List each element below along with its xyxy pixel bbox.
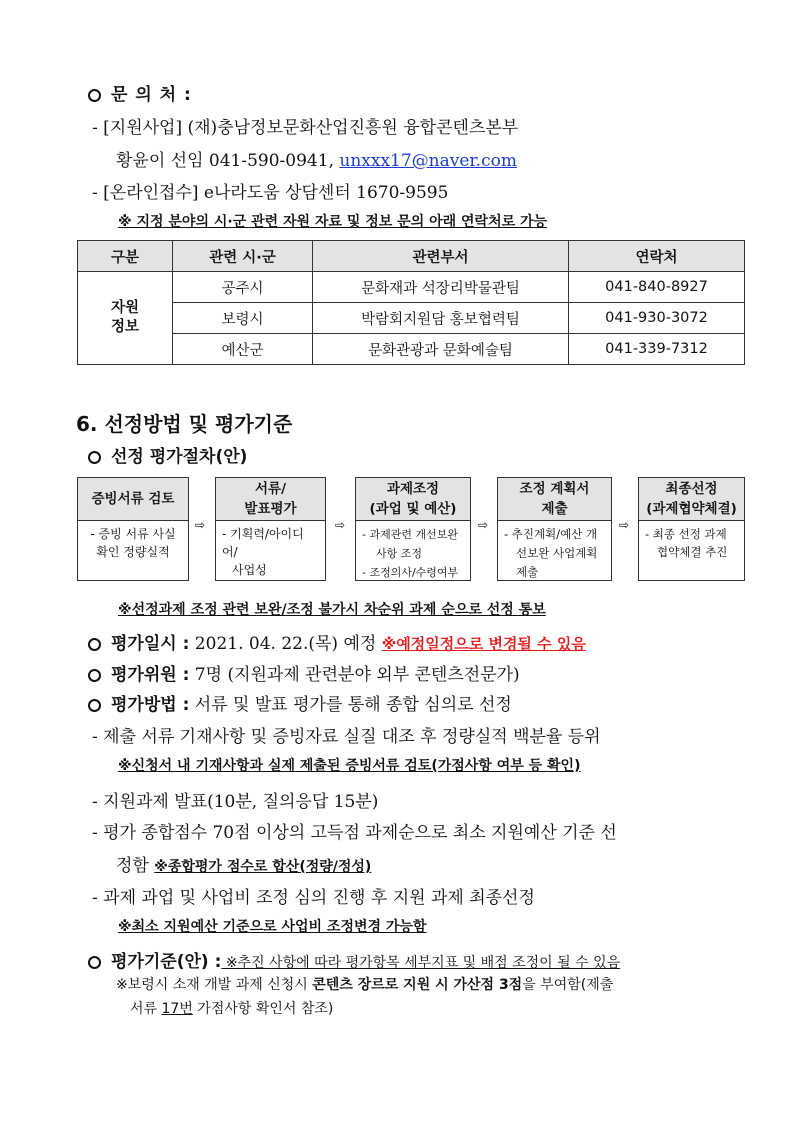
eval-date-label: 평가일시 : (111, 634, 190, 654)
step-header (78, 478, 188, 521)
step-body-line: 협약체결 추진 (657, 545, 728, 559)
step-box (215, 477, 326, 581)
table-cell-phone: 041-840-8927 (569, 272, 745, 303)
step-subtitle: (과업 및 예산) (369, 501, 457, 517)
table-row (78, 334, 745, 365)
step-box (638, 477, 745, 581)
table-cell-phone: 041-930-3072 (569, 303, 745, 334)
criteria-text: ※보령시 소재 개발 과제 신청시 (116, 977, 313, 993)
step-title: 증빙서류 검토 (91, 491, 175, 507)
step-body-line: - 기획력/아이디어/ (222, 527, 304, 559)
contact-heading-row (88, 80, 192, 105)
contact-note: ※ 지정 분야의 시·군 관련 자원 자료 및 정보 문의 아래 연락처로 가능 (118, 214, 548, 230)
table-cell-dept: 박람회지원담 홍보협력팀 (313, 303, 569, 334)
eval-method-item-text: 정함 (116, 856, 155, 876)
reselect-notice: ※선정과제 조정 관련 보완/조정 불가시 차순위 과제 순으로 선정 통보 (118, 602, 546, 618)
step-subtitle: 제출 (541, 501, 568, 517)
eval-method-row (88, 690, 512, 715)
eval-method-item: - 평가 종합점수 70점 이상의 고득점 과제순으로 최소 지원예산 기준 선 (92, 823, 617, 843)
circle-bullet-icon (88, 638, 101, 651)
step-body (356, 521, 470, 586)
step-body-line: 사항 조정 (376, 547, 423, 560)
table-cell-phone: 041-339-7312 (569, 334, 745, 365)
eval-method-label: 평가방법 : (111, 695, 190, 715)
step-header (356, 478, 470, 521)
arrow-right-icon: ⇨ (619, 518, 630, 532)
table-row (78, 272, 745, 303)
step-title: 과제조정 (386, 481, 440, 497)
eval-criteria-line (116, 974, 613, 994)
arrow-right-icon: ⇨ (478, 518, 489, 532)
contact-line-support: - [지원사업] (재)충남정보문화산업진흥원 융합콘텐츠본부 (92, 118, 519, 138)
table-cell-city: 예산군 (173, 334, 313, 365)
section-title: 6. 선정방법 및 평가기준 (76, 412, 293, 436)
contact-heading: 문 의 처 : (111, 85, 192, 105)
step-body-line: - 최종 선정 과제 (645, 527, 727, 541)
circle-bullet-icon (88, 699, 101, 712)
step-title: 조정 계획서 (519, 481, 590, 497)
circle-bullet-icon (88, 451, 101, 464)
contact-line-person (116, 146, 517, 171)
circle-bullet-icon (88, 669, 101, 682)
step-body-line: 확인 정량실적 (96, 545, 170, 559)
criteria-text: 을 부여함(제출 (522, 977, 614, 993)
step-body (639, 521, 744, 565)
arrow-right-icon: ⇨ (195, 518, 206, 532)
step-body (498, 521, 611, 586)
contact-table (77, 240, 745, 365)
eval-committee-value: 7명 (지원과제 관련분야 외부 콘텐츠전문가) (189, 665, 520, 685)
step-body-line: - 과제관련 개선보완 (362, 528, 458, 541)
eval-method-item: - 제출 서류 기재사항 및 증빙자료 실질 대조 후 정량실적 백분율 등위 (92, 727, 601, 747)
criteria-text: 가점사항 확인서 참조) (192, 1001, 334, 1017)
step-header (498, 478, 611, 521)
step-body-line: 사업성 (232, 563, 267, 577)
step-box (77, 477, 189, 581)
table-cell-city: 공주시 (173, 272, 313, 303)
eval-criteria-label: 평가기준(안) : (111, 952, 222, 972)
step-body-line: 선보완 사업계획 (516, 546, 598, 560)
table-cell-dept: 문화재과 석장리박물관팀 (313, 272, 569, 303)
contact-email-link[interactable]: unxxx17@naver.com (339, 151, 517, 171)
table-header-cell: 관련 시·군 (173, 241, 313, 272)
table-header-cell: 관련부서 (313, 241, 569, 272)
step-body-line: - 추진계획/예산 개 (504, 527, 598, 541)
criteria-bonus: 콘텐츠 장르로 지원 시 가산점 3점 (312, 977, 523, 993)
circle-bullet-icon (88, 89, 101, 102)
step-header (216, 478, 325, 521)
group-label: 자원 (110, 300, 139, 316)
circle-bullet-icon (88, 956, 101, 969)
step-title: 서류/ (254, 481, 286, 497)
eval-date-value: 2021. 04. 22.(목) 예정 (189, 634, 382, 654)
table-cell-dept: 문화관광과 문화예술팀 (313, 334, 569, 365)
table-header-cell: 구분 (78, 241, 173, 272)
step-box (355, 477, 471, 581)
eval-method-item: - 과제 과업 및 사업비 조정 심의 진행 후 지원 과제 최종선정 (92, 888, 535, 908)
table-header-row (78, 241, 745, 272)
eval-criteria-row (88, 947, 620, 972)
table-row (78, 303, 745, 334)
eval-committee-row (88, 660, 520, 685)
eval-criteria-line (130, 998, 333, 1018)
arrow-right-icon: ⇨ (335, 518, 346, 532)
step-subtitle: 발표평가 (244, 501, 297, 517)
contact-person-text: 황윤이 선임 041-590-0941, (116, 151, 340, 171)
eval-method-item: - 지원과제 발표(10분, 질의응답 15분) (92, 792, 379, 812)
step-header (639, 478, 744, 521)
eval-method-value: 서류 및 발표 평가를 통해 종합 심의로 선정 (189, 695, 512, 715)
eval-method-note: ※신청서 내 기재사항과 실제 제출된 증빙서류 검토(가점사항 여부 등 확인) (118, 758, 581, 774)
step-body (216, 521, 325, 583)
step-body-line: - 조정의사/수령여부 (362, 566, 459, 579)
step-body (78, 521, 188, 565)
criteria-text: 서류 (130, 1001, 162, 1017)
eval-criteria-value: ※추진 사항에 따라 평가항목 세부지표 및 배점 조정이 될 수 있음 (221, 955, 621, 971)
table-group-cell (78, 272, 173, 365)
step-body-line: - 증빙 서류 사실 (90, 527, 176, 541)
criteria-doc-number: 17번 (161, 1001, 193, 1017)
eval-date-row (88, 629, 586, 654)
eval-date-warning: ※예정일정으로 변경될 수 있음 (381, 635, 586, 653)
eval-committee-label: 평가위원 : (111, 665, 190, 685)
table-header-cell: 연락처 (569, 241, 745, 272)
procedure-heading: 선정 평가절차(안) (111, 447, 248, 467)
eval-method-note: ※최소 지원예산 기준으로 사업비 조정변경 가능함 (118, 919, 427, 935)
eval-method-item-cont (116, 851, 371, 876)
step-body-line: 제출 (516, 565, 539, 579)
procedure-heading-row (88, 442, 247, 467)
step-subtitle: (과제협약체결) (646, 501, 737, 517)
step-box (497, 477, 612, 581)
eval-method-score-note: ※종합평가 점수로 합산(정량/정성) (154, 859, 372, 875)
contact-line-online: - [온라인접수] e나라도움 상담센터 1670-9595 (92, 183, 449, 203)
group-label: 정보 (110, 319, 139, 335)
step-title: 최종선정 (665, 481, 718, 497)
table-cell-city: 보령시 (173, 303, 313, 334)
